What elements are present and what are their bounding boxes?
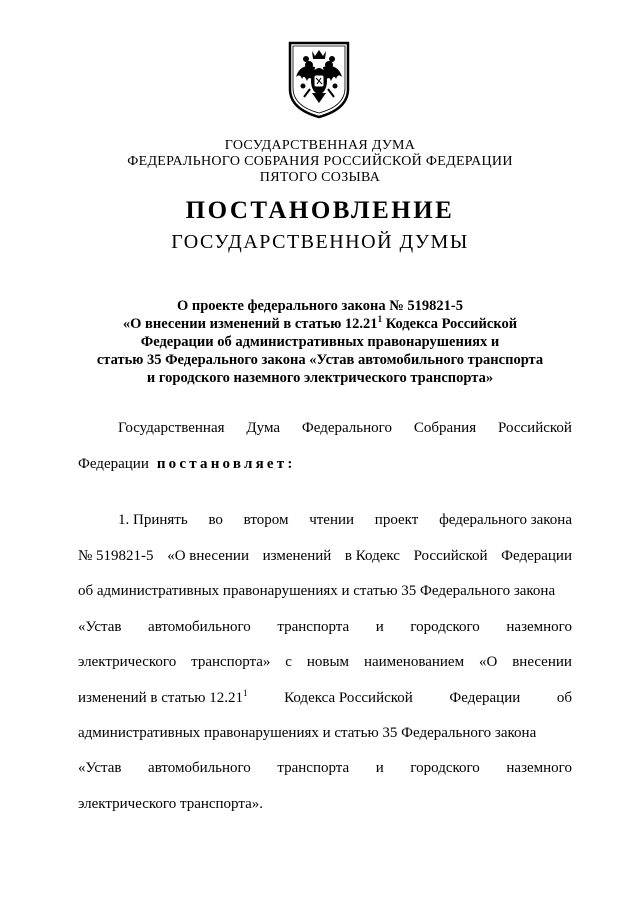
subject-line-4: статью 35 Федерального закона «Устав автомобильного транспорта <box>96 352 544 368</box>
preamble-line-1 <box>118 418 572 438</box>
word: Российской <box>413 548 488 564</box>
clause-line-1 <box>118 510 572 530</box>
word: транспорта <box>277 760 350 776</box>
word: в Кодекс <box>344 548 400 564</box>
word: Федерации <box>449 690 521 706</box>
resolves-word: постановляет: <box>156 456 296 472</box>
word: автомобильного <box>148 619 251 635</box>
word: проект <box>374 512 419 528</box>
clause-line-7 <box>78 723 572 743</box>
subject-line-2 <box>0 315 640 333</box>
word: Государственная <box>118 420 225 436</box>
article-ref: изменений в статью 12.21 <box>78 690 244 706</box>
issuer-line-1: ГОСУДАРСТВЕННАЯ ДУМА <box>224 138 416 153</box>
word: Федерального <box>301 420 392 436</box>
word: электрического транспорта». <box>78 796 264 812</box>
word: чтении <box>309 512 355 528</box>
clause-line-9 <box>78 794 572 814</box>
word: городского <box>410 760 480 776</box>
clause-line-5 <box>78 652 572 672</box>
document-subtitle: ГОСУДАРСТВЕННОЙ ДУМЫ <box>171 231 469 253</box>
clause-line-4 <box>78 617 572 637</box>
word: «О внесении <box>167 548 249 564</box>
issuer-line-2: ФЕДЕРАЛЬНОГО СОБРАНИЯ РОССИЙСКОЙ ФЕДЕРАЦИИ <box>127 154 513 169</box>
subject-line-1: О проекте федерального закона № 519821-5 <box>176 298 464 314</box>
word: № 519821-5 <box>78 548 154 564</box>
word: об <box>556 690 572 706</box>
word: Федерации <box>501 548 572 564</box>
word: наземного <box>506 619 572 635</box>
word: городского <box>410 619 480 635</box>
clause-line-2 <box>78 546 572 566</box>
document-title: ПОСТАНОВЛЕНИЕ <box>185 197 455 224</box>
word: «О <box>478 654 498 670</box>
word: Дума <box>246 420 281 436</box>
word: федерального закона <box>439 512 572 528</box>
word: «Устав <box>78 760 122 776</box>
word: во <box>208 512 223 528</box>
clause-line-3 <box>78 581 572 601</box>
subject-line-3: Федерации об административных правонарушениях и <box>140 334 500 350</box>
word: административных правонарушениях и статью 35 Федерального закона <box>78 725 537 741</box>
subject-line-2-text: «О внесении изменений в статью 12.21 <box>122 316 378 332</box>
subject-line-5: и городского наземного электрического транспорта» <box>146 370 494 386</box>
word: Собрания <box>413 420 477 436</box>
word: электрического <box>78 654 177 670</box>
word: изменений <box>262 548 332 564</box>
word: с <box>285 654 292 670</box>
coat-of-arms-icon <box>282 37 356 121</box>
word <box>78 688 248 708</box>
word: новым <box>306 654 350 670</box>
word: и <box>375 760 384 776</box>
word: втором <box>243 512 289 528</box>
word: автомобильного <box>148 760 251 776</box>
word: наземного <box>506 760 572 776</box>
word: и <box>375 619 384 635</box>
issuer-block <box>0 138 640 186</box>
word: транспорта <box>277 619 350 635</box>
word: транспорта» <box>191 654 271 670</box>
word: об административных правонарушениях и статью 35 Федерального закона <box>78 583 556 599</box>
preamble-line-2 <box>78 454 572 474</box>
document-subject <box>0 297 640 387</box>
word: «Устав <box>78 619 122 635</box>
word: Российской <box>498 420 572 436</box>
subject-superscript: 1 <box>377 314 383 325</box>
article-superscript: 1 <box>243 688 248 698</box>
clause-line-8 <box>78 758 572 778</box>
word: 1. Принять <box>118 512 188 528</box>
word: внесении <box>512 654 572 670</box>
word: Федерации <box>78 456 149 472</box>
word: наименованием <box>363 654 465 670</box>
word: Кодекса Российской <box>284 690 413 706</box>
subject-line-2-tail: Кодекса Российской <box>382 316 518 332</box>
clause-line-6 <box>78 688 572 708</box>
issuer-line-3: ПЯТОГО СОЗЫВА <box>259 170 381 185</box>
